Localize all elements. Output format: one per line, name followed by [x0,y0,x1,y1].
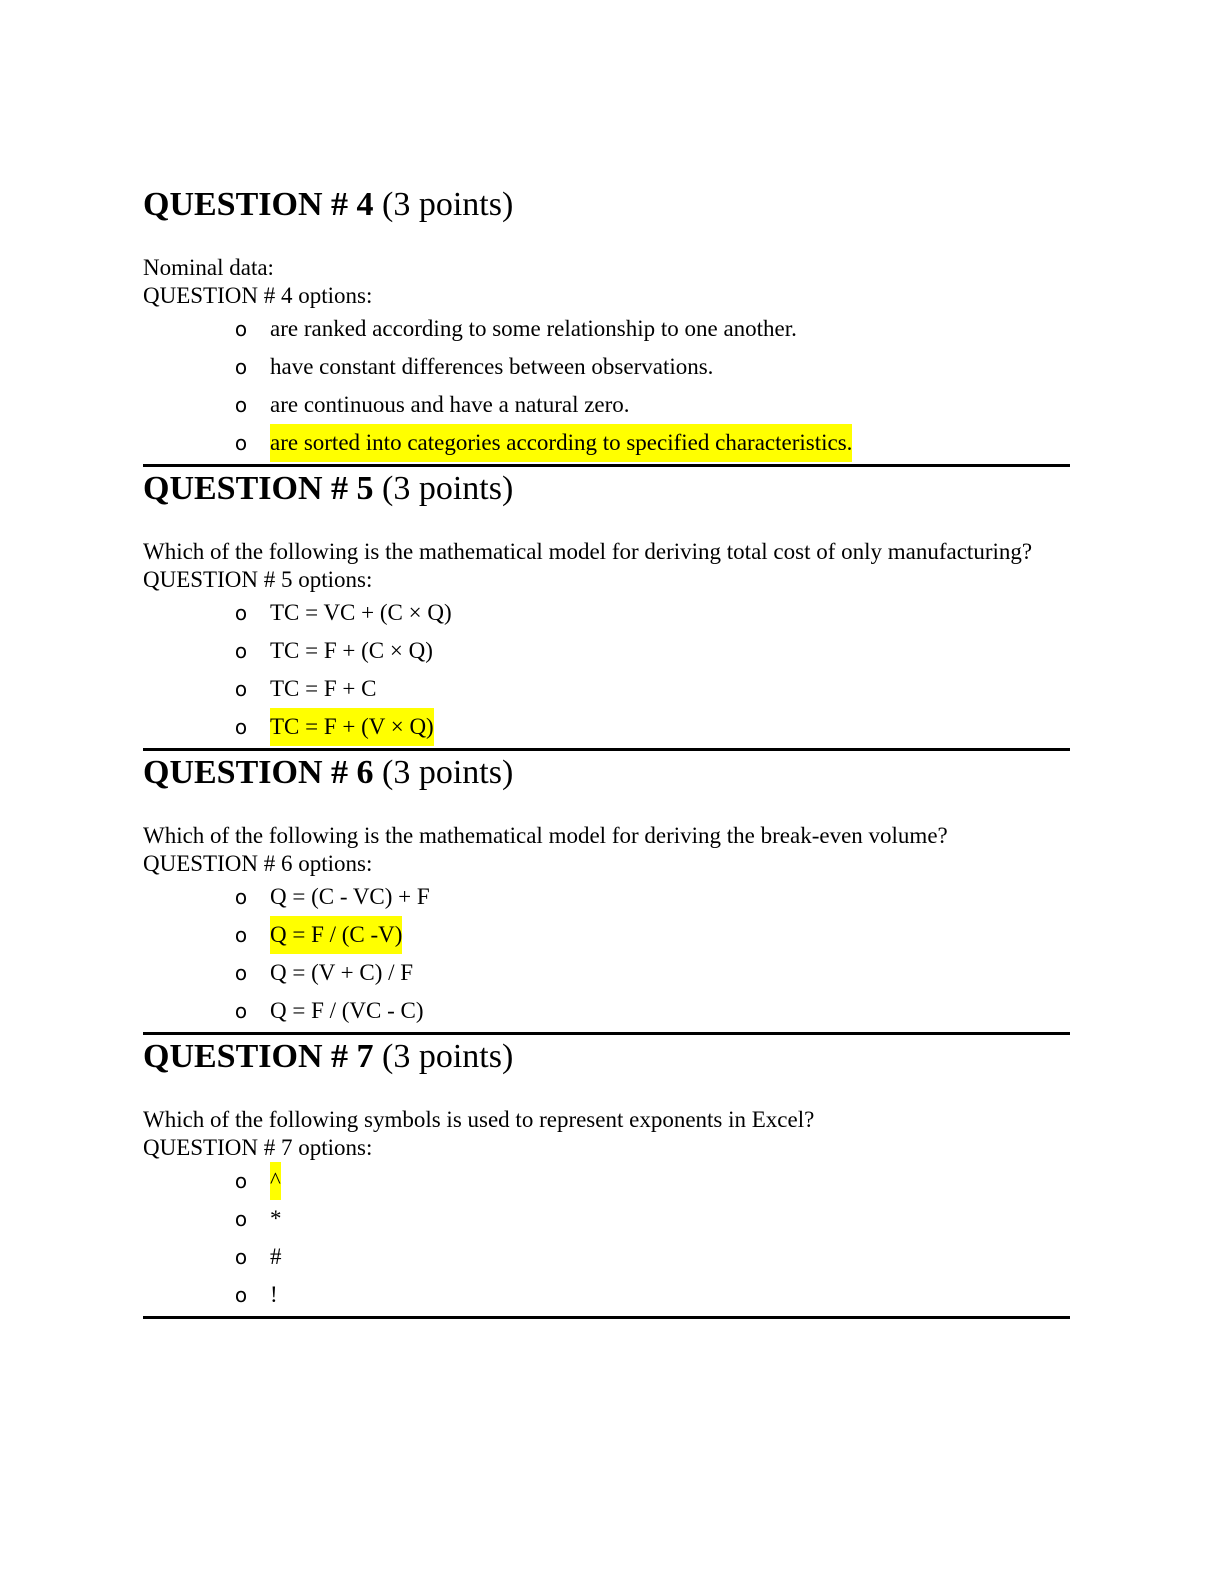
question-points: (3 points) [382,470,514,507]
answer-option[interactable] [143,916,1070,954]
question-number: QUESTION # 4 [143,186,374,223]
question-points: (3 points) [382,1038,514,1075]
question-points: (3 points) [382,754,514,791]
hollow-bullet-icon: o [234,317,248,341]
question-text: Which of the following is the mathematical model for deriving the break-even volume? [143,823,948,848]
document-page [143,183,1070,1319]
answer-text: ! [270,1282,278,1307]
hollow-bullet-icon: o [234,601,248,625]
hollow-bullet-icon: o [234,885,248,909]
answer-option[interactable] [143,670,1070,708]
hollow-bullet-icon: o [234,677,248,701]
question-text: Which of the following is the mathematical model for deriving total cost of only manufacturing? [143,539,1033,564]
question-points: (3 points) [382,186,514,223]
options-list [143,878,1070,1032]
hollow-bullet-icon: o [234,715,248,739]
hollow-bullet-icon: o [234,393,248,417]
answer-option[interactable] [143,708,1070,746]
question-block [143,467,1070,751]
answer-text: TC = VC + (C × Q) [270,600,452,625]
options-list [143,1162,1070,1316]
question-title [143,751,1070,795]
answer-text: Q = F / (VC - C) [270,998,424,1023]
answer-text: Q = (C - VC) + F [270,884,430,909]
question-text: Which of the following symbols is used to represent exponents in Excel? [143,1107,815,1132]
hollow-bullet-icon: o [234,1283,248,1307]
hollow-bullet-icon: o [234,961,248,985]
options-label: QUESTION # 5 options: [143,567,373,592]
hollow-bullet-icon: o [234,923,248,947]
highlighted-answer-text: Q = F / (C -V) [270,916,402,954]
hollow-bullet-icon: o [234,355,248,379]
highlighted-answer-text: are sorted into categories according to specified characteristics. [270,424,852,462]
hollow-bullet-icon: o [234,999,248,1023]
answer-option[interactable] [143,1162,1070,1200]
answer-option[interactable] [143,1238,1070,1276]
hollow-bullet-icon: o [234,1245,248,1269]
hollow-bullet-icon: o [234,431,248,455]
question-block [143,183,1070,467]
answer-text: are ranked according to some relationship to one another. [270,316,797,341]
answer-text: are continuous and have a natural zero. [270,392,630,417]
question-title [143,467,1070,511]
options-label: QUESTION # 7 options: [143,1135,373,1160]
answer-option[interactable] [143,878,1070,916]
answer-text: TC = F + (C × Q) [270,638,433,663]
options-label: QUESTION # 6 options: [143,851,373,876]
highlighted-answer-text: ^ [270,1162,281,1200]
answer-option[interactable] [143,954,1070,992]
answer-text: # [270,1244,282,1269]
answer-option[interactable] [143,632,1070,670]
options-list [143,310,1070,464]
hollow-bullet-icon: o [234,639,248,663]
answer-text: Q = (V + C) / F [270,960,414,985]
answer-option[interactable] [143,992,1070,1030]
question-number: QUESTION # 5 [143,470,374,507]
question-block [143,751,1070,1035]
question-title [143,1035,1070,1079]
question-list [143,183,1070,1319]
answer-text: TC = F + C [270,676,377,701]
answer-option[interactable] [143,1200,1070,1238]
question-number: QUESTION # 7 [143,1038,374,1075]
question-block [143,1035,1070,1319]
options-label: QUESTION # 4 options: [143,283,373,308]
question-title [143,183,1070,227]
hollow-bullet-icon: o [234,1169,248,1193]
hollow-bullet-icon: o [234,1207,248,1231]
answer-option[interactable] [143,424,1070,462]
question-text: Nominal data: [143,255,274,280]
answer-option[interactable] [143,348,1070,386]
highlighted-answer-text: TC = F + (V × Q) [270,708,434,746]
answer-text: * [270,1206,282,1231]
question-number: QUESTION # 6 [143,754,374,791]
answer-option[interactable] [143,310,1070,348]
answer-option[interactable] [143,386,1070,424]
answer-text: have constant differences between observations. [270,354,714,379]
answer-option[interactable] [143,1276,1070,1314]
options-list [143,594,1070,748]
answer-option[interactable] [143,594,1070,632]
